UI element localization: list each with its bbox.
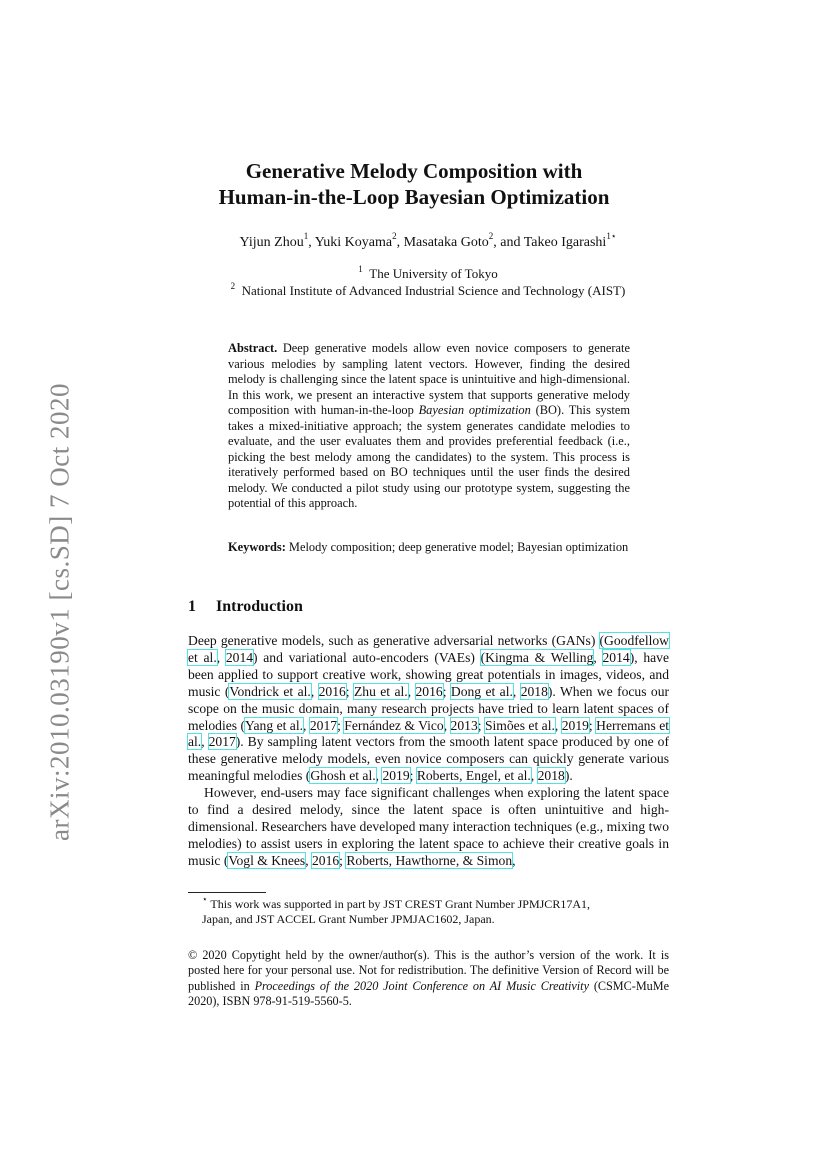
body-text: ). When we focus our scope on the music domain, many research projects have tried to learn latent spaces of melodies (: [188, 683, 670, 733]
citation-link[interactable]: Roberts, Hawthorne, & Simon: [346, 852, 513, 868]
author-4-affiliation: 1⋆: [606, 231, 617, 242]
affiliation-2-mark: 2: [230, 280, 236, 291]
body-text: ) and variational auto-encoders (VAEs): [253, 649, 481, 665]
body-text: ;: [337, 717, 345, 733]
footnote: [188, 894, 669, 927]
body-text: ), have been applied to support creative work, showing great potentials in images, videos, and music (: [188, 649, 669, 699]
citation-link[interactable]: 2014: [602, 649, 630, 665]
citation-link[interactable]: Vondrick et al.: [229, 683, 311, 699]
author-and: , and: [493, 235, 524, 250]
author-3-affiliation: 2: [488, 231, 494, 242]
author-1: Yijun Zhou: [239, 235, 304, 250]
abstract-text-2: (BO). This system takes a mixed-initiative approach; the system generates candidate melodies to evaluate, and the user evaluates them and provides preferential feedback (i.e., picking the best melody among the candidates) to the system. This process is iteratively performed based on BO techniques until the user finds the desired melody. We conducted a pilot study using our prototype system, suggesting the potential of this approach.: [228, 403, 630, 510]
body-text: ).: [564, 768, 573, 784]
citation-link[interactable]: 2013: [450, 717, 478, 733]
keywords-text: Melody composition; deep generative model; Bayesian optimization: [285, 540, 629, 554]
intro-paragraph-2: [188, 785, 669, 870]
body-text: ,: [407, 683, 416, 699]
citation-link[interactable]: Zhu et al.: [353, 683, 408, 699]
abstract-label: Abstract.: [228, 341, 278, 355]
body-text: ). By sampling latent vectors from the smooth latent space produced by one of these generative melody models, even novice composers can quickly generate various meaningful melodies (: [188, 734, 670, 784]
abstract-emphasis: Bayesian optimization: [418, 403, 531, 417]
citation-link[interactable]: Ghosh et al.: [310, 768, 376, 784]
citation-link[interactable]: 2018: [537, 768, 565, 784]
citation-link[interactable]: (Goodfellow et al.: [188, 633, 669, 665]
body-text: ,: [375, 768, 383, 784]
body-text: ,: [443, 717, 451, 733]
footnote-line-2: Japan, and JST ACCEL Grant Number JPMJAC1602, Japan.: [202, 912, 495, 926]
citation-link[interactable]: 2016: [311, 852, 340, 868]
title-line-2: Human-in-the-Loop Bayesian Optimization: [218, 185, 610, 209]
body-text: ;: [345, 683, 354, 699]
citation-link[interactable]: Vogl & Knees: [228, 852, 306, 868]
footnote-line-1: This work was supported in part by JST CREST Grant Number JPMJCR17A1,: [207, 897, 590, 911]
author-1-affiliation: 1: [303, 231, 309, 242]
body-text: ,: [310, 683, 319, 699]
abstract: [228, 341, 630, 512]
section-title: Introduction: [216, 598, 303, 615]
citation-link[interactable]: 2017: [208, 734, 236, 750]
citation-link[interactable]: (Kingma & Welling: [480, 649, 594, 665]
body-text: ,: [303, 717, 310, 733]
citation-link[interactable]: Roberts, Engel, et al.: [416, 768, 531, 784]
citation-link[interactable]: 2018: [520, 683, 548, 699]
body-text: ;: [477, 717, 485, 733]
footnote-rule: [188, 892, 266, 893]
citation-link[interactable]: 2019: [382, 768, 410, 784]
paper-title: [0, 158, 828, 210]
citation-link[interactable]: 2017: [309, 717, 338, 733]
copyright-text-1: © 2020 Copytight held by the owner/author(s). This is the author’s version of the work. It is posted here for your personal use. Not for redistribution. The definitive Version of Record will be published in: [188, 948, 669, 993]
body-text: ,: [530, 768, 538, 784]
abstract-text-1: Deep generative models allow even novice composers to generate various melodies by sampling latent vectors. However, finding the desired melody is challenging since the latent space is unintuitive and high-dimensional. In this work, we present an interactive system that supports generative melody composition with human-in-the-loop: [228, 341, 630, 417]
author-2-affiliation: 2: [392, 231, 397, 242]
citation-link[interactable]: 2016: [415, 683, 443, 699]
citation-link[interactable]: Yang et al.: [245, 717, 304, 733]
citation-link[interactable]: 2019: [561, 717, 589, 733]
affiliation-1-text: The University of Tokyo: [369, 266, 498, 281]
body-text: ;: [409, 768, 417, 784]
author-3: Masataka Goto: [403, 235, 489, 250]
body-text: ,: [512, 852, 516, 868]
author-separator: ,: [308, 235, 315, 250]
citation-link[interactable]: Simões et al.: [484, 717, 555, 733]
keywords-label: Keywords:: [228, 540, 286, 554]
author-list: [0, 231, 828, 251]
section-heading: [188, 598, 303, 616]
citation-link[interactable]: Dong et al.: [450, 683, 513, 699]
body-text: ;: [588, 717, 597, 733]
author-2: Yuki Koyama: [314, 235, 393, 250]
body-text: ,: [512, 683, 521, 699]
keywords: [228, 540, 630, 556]
footnote-mark: ⋆: [202, 894, 208, 904]
body-text: ,: [593, 649, 603, 665]
introduction-body: [188, 633, 669, 870]
author-separator: ,: [396, 235, 404, 250]
body-text: However, end-users may face significant challenges when exploring the latent space to find a desired melody, since the latent space is often unintuitive and high-dimensional. Researchers have developed many interaction techniques (e.g., mixing two melodies) to assist users in exploring the latent space to achieve their creative goals in music (: [188, 785, 669, 868]
arxiv-side-stamp: arXiv:2010.03190v1 [cs.SD] 7 Oct 2020: [44, 383, 75, 841]
affiliation-2: [0, 280, 828, 299]
section-number: 1: [188, 598, 196, 615]
body-text: ,: [554, 717, 562, 733]
affiliation-1: [0, 263, 828, 282]
affiliation-2-text: National Institute of Advanced Industrial Science and Technology (AIST): [241, 283, 626, 298]
copyright-notice: [188, 948, 669, 1009]
citation-link[interactable]: 2016: [318, 683, 346, 699]
title-line-1: Generative Melody Composition with: [245, 159, 583, 183]
body-text: ,: [305, 852, 312, 868]
body-text: ,: [216, 649, 226, 665]
copyright-venue: Proceedings of the 2020 Joint Conference on AI Music Creativity: [254, 978, 589, 993]
citation-link[interactable]: Fernández & Vico: [344, 717, 444, 733]
citation-link[interactable]: Herremans et al.: [188, 717, 670, 750]
intro-paragraph-1: [188, 633, 669, 785]
body-text: ;: [442, 683, 451, 699]
body-text: ;: [339, 852, 347, 868]
body-text: Deep generative models, such as generative adversarial networks (GANs): [188, 633, 600, 648]
body-text: ,: [201, 734, 209, 750]
author-4: Takeo Igarashi: [523, 235, 607, 250]
citation-link[interactable]: 2014: [225, 649, 254, 665]
copyright-text-2: (CSMC-MuMe 2020), ISBN 978-91-519-5560-5.: [188, 978, 669, 1008]
affiliation-1-mark: 1: [358, 263, 363, 274]
